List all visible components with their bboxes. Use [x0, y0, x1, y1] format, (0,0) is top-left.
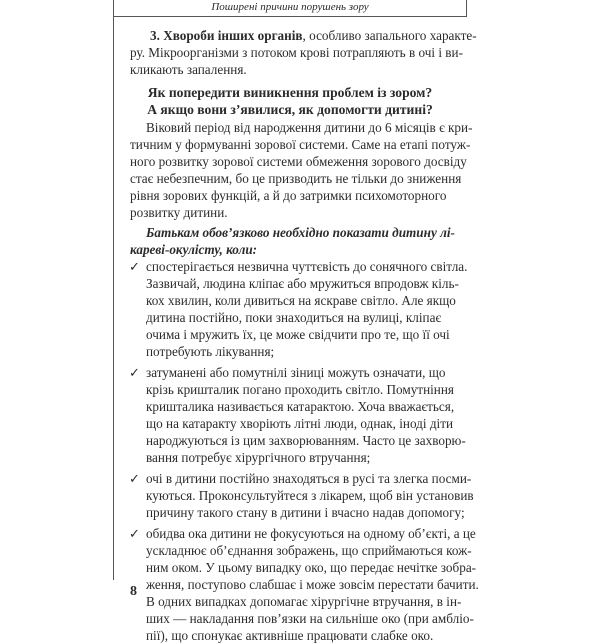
bullet4-line: ших — накладання пов’язки на сильніше око (при амбліо-	[146, 611, 474, 626]
left-margin-rule	[113, 0, 114, 580]
item3-line-1-rest: , особливо запального характе-	[302, 28, 477, 43]
bullet1-line: кох хвилин, коли дивиться на яскраве світло. Але якщо	[146, 293, 456, 308]
item3-line-2: ру. Мікроорганізми з потоком крові потрапляють в очі і ви-	[130, 45, 463, 60]
bullet1-line: дитина постійно, поки знаходиться на вулиці, кліпає	[146, 310, 442, 325]
italic-lead-line-1: Батькам обов’язково необхідно показати дитину лі-	[146, 225, 455, 240]
intro-line: стає небезпечним, бо це призводить не тільки до зниження	[130, 171, 462, 186]
bullet4-line: ускладнює об’єднання зображень, що сприймаються кож-	[146, 543, 472, 558]
item3-title: 3. Хвороби інших органів	[150, 28, 303, 43]
bullet4-line: обидва ока дитини не фокусуються на одному об’єкті, а це	[146, 526, 476, 541]
bullet1-line: Зазвичай, людина кліпає або мружиться впродовж кіль-	[146, 276, 459, 291]
page-number: 8	[130, 584, 137, 599]
intro-line: тичним у формуванні зорової системи. Саме на етапі потуж-	[130, 137, 471, 152]
bullet1-line: потребують лікування;	[146, 344, 275, 359]
bullet3-line: очі в дитини постійно знаходяться в русі та злегка посми-	[146, 471, 472, 486]
checkmark-icon: ✓	[129, 259, 140, 274]
intro-line: рівня зорових функцій, а й до затримки психомоторного	[130, 188, 447, 203]
bullet4-line: В одних випадках допомагає хірургічне втручання, в ін-	[146, 594, 462, 609]
checkmark-icon: ✓	[129, 365, 140, 380]
item3-line-3: кликають запалення.	[130, 62, 247, 77]
intro-line: Віковий період від народження дитини до 6 місяців є кри-	[146, 120, 473, 135]
checkmark-icon: ✓	[129, 526, 140, 541]
bullet4-line: ження, поступово слабшає і може зовсім перестати бачити.	[146, 577, 479, 592]
bullet2-line: вання потребує хірургічного втручання;	[146, 450, 371, 465]
bullet1-line: спостерігається незвична чуттєвість до сонячного світла.	[146, 259, 468, 274]
bullet2-line: що на катаракту хворіють літні люди, однак, іноді діти	[146, 416, 454, 431]
bullet4-line: пії), що спонукає активніше працювати слабке око.	[146, 628, 434, 643]
bullet3-line: причину такого стану в дитини і вчасно надав допомогу;	[146, 505, 465, 520]
italic-lead-line-2: кареві-окулісту, коли:	[130, 242, 258, 257]
item3-line-1	[150, 28, 477, 44]
bullet2-line: затуманені або помутнілі зіниці можуть означати, що	[146, 365, 446, 380]
intro-line: розвитку дитини.	[130, 205, 228, 220]
bullet2-line: народжуються із цим захворюванням. Часто це захворю-	[146, 433, 466, 448]
bullet3-line: куються. Проконсультуйтеся з лікарем, щоб він установив	[146, 488, 474, 503]
running-header-title: Поширені причини порушень зору	[211, 1, 369, 13]
section-heading-line-2: А якщо вони з’явилися, як допомогти дитині?	[147, 102, 433, 117]
checkmark-icon: ✓	[129, 471, 140, 486]
bullet2-line: крізь кришталик погано проходить світло. Помутніння	[146, 382, 454, 397]
bullet4-line: ним оком. У цьому випадку око, що передає нечітке зобра-	[146, 560, 477, 575]
section-heading-line-1: Як попередити виникнення проблем із зором?	[147, 85, 433, 100]
intro-line: ного розвитку зорової системи обмеження зорового досвіду	[130, 154, 467, 169]
bullet1-line: очима і мружить їх, це може свідчити про те, що її очі	[146, 327, 450, 342]
bullet2-line: кришталика називається катарактою. Хоча вважається,	[146, 399, 455, 414]
